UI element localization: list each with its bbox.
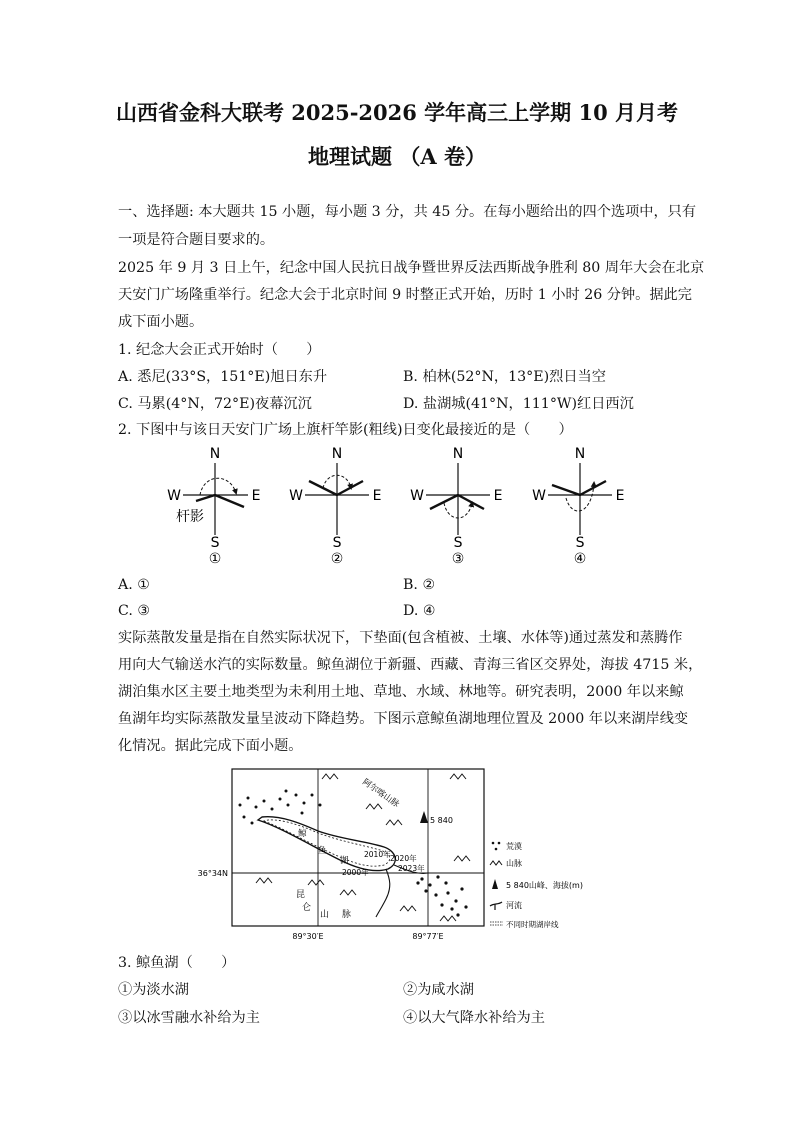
shadow-label: 杆影 bbox=[176, 509, 204, 525]
passage2-line: 化情况。据此完成下面小题。 bbox=[118, 738, 303, 754]
lake-name-char: 湖 bbox=[340, 856, 349, 866]
south-label: S bbox=[332, 535, 342, 551]
section-intro-line: 一、选择题: 本大题共 15 小题，每小题 3 分，共 45 分。在每小题给出的四个选项中，只有 bbox=[118, 204, 697, 220]
map-frame bbox=[232, 769, 484, 926]
q2-option-c[interactable]: C. ③ bbox=[118, 603, 151, 619]
longitude-label: 89°30′E bbox=[292, 932, 324, 941]
q1-option-c[interactable]: C. 马累(4°N，72°E)夜幕沉沉 bbox=[118, 396, 312, 412]
motion-arc bbox=[200, 478, 236, 495]
page-title: 山西省金科大联考 2025-2026 学年高三上学期 10 月月考 bbox=[115, 100, 679, 125]
section-intro-line: 一项是符合题目要求的。 bbox=[118, 232, 275, 248]
passage1-line: 成下面小题。 bbox=[118, 314, 204, 330]
figure-label: ③ bbox=[451, 551, 465, 567]
q2-option-a[interactable]: A. ① bbox=[118, 577, 150, 593]
latitude-label: 36°34N bbox=[197, 869, 228, 878]
north-label: N bbox=[209, 446, 221, 462]
shadow-figures bbox=[160, 443, 640, 569]
legend-peak-icon bbox=[492, 879, 498, 889]
q1-option-b[interactable]: B. 柏林(52°N，13°E)烈日当空 bbox=[403, 369, 606, 385]
legend-desert: 荒漠 bbox=[506, 842, 522, 851]
question-2-stem: 2. 下图中与该日天安门广场上旗杆竿影(粗线)日变化最接近的是（ ） bbox=[118, 422, 573, 438]
lake-name-char: 鱼 bbox=[318, 846, 327, 856]
south-label: S bbox=[210, 535, 220, 551]
river bbox=[376, 869, 390, 917]
q1-option-a[interactable]: A. 悉尼(33°S，151°E)旭日东升 bbox=[118, 369, 328, 385]
page-subtitle: 地理试题 （A 卷） bbox=[308, 144, 486, 169]
shadow-line bbox=[337, 481, 363, 495]
legend-river-icon bbox=[490, 902, 502, 910]
passage1-line: 天安门广场隆重举行。纪念大会于北京时间 9 时整正式开始，历时 1 小时 26 分钟。据此完 bbox=[118, 287, 692, 303]
north-mountain-label: 阿尔喀山脉 bbox=[360, 777, 401, 810]
peak-icon bbox=[420, 811, 428, 823]
q1-option-d[interactable]: D. 盐湖城(41°N，111°W)红日西沉 bbox=[403, 396, 634, 412]
lake-shoreline-2000 bbox=[258, 817, 395, 871]
passage2-line: 湖泊集水区主要土地类型为未利用土地、草地、水域、林地等。研究表明，2000 年以来鲸 bbox=[118, 684, 684, 700]
legend-river: 河流 bbox=[506, 901, 522, 910]
map-legend bbox=[490, 841, 583, 929]
east-label: E bbox=[493, 488, 503, 504]
q3-statement-1: ①为淡水湖 bbox=[118, 982, 189, 998]
passage2-line: 用向大气输送水汽的实际数量。鲸鱼湖位于新疆、西藏、青海三省区交界处，海拔 4715 米， bbox=[118, 657, 703, 673]
legend-mountain-icon bbox=[490, 861, 502, 865]
west-label: W bbox=[167, 488, 181, 504]
south-label: S bbox=[575, 535, 585, 551]
shadow-line bbox=[430, 495, 458, 509]
south-mountain-char: 山 bbox=[320, 910, 330, 920]
peak-label: 5 840 bbox=[430, 816, 453, 825]
legend-shoreline-icon bbox=[490, 922, 503, 925]
figure-label: ① bbox=[208, 551, 222, 567]
legend-desert-icon bbox=[492, 842, 501, 851]
west-label: W bbox=[532, 488, 546, 504]
q3-statement-4: ④以大气降水补给为主 bbox=[403, 1010, 545, 1026]
legend-shoreline: 不同时期湖岸线 bbox=[506, 920, 559, 929]
question-3-stem: 3. 鲸鱼湖（ ） bbox=[118, 955, 236, 971]
year-label: 2010年 bbox=[364, 850, 391, 859]
mountain-symbols bbox=[256, 774, 470, 921]
whale-lake-map bbox=[190, 765, 610, 945]
shadow-line bbox=[552, 485, 580, 495]
south-mountain-char: 仑 bbox=[302, 903, 312, 913]
north-label: N bbox=[574, 446, 586, 462]
q2-option-d[interactable]: D. ④ bbox=[403, 603, 436, 619]
figure-2 bbox=[289, 446, 381, 567]
figure-4 bbox=[532, 446, 624, 567]
q3-statement-2: ②为咸水湖 bbox=[403, 982, 474, 998]
longitude-label: 89°77′E bbox=[412, 932, 444, 941]
passage2-line: 实际蒸散发量是指在自然实际状况下，下垫面(包含植被、土壤、水体等)通过蒸发和蒸腾作 bbox=[118, 630, 683, 646]
shadow-line bbox=[215, 495, 244, 507]
year-label: 2023年 bbox=[398, 864, 425, 873]
north-label: N bbox=[452, 446, 464, 462]
year-label: 2020年 bbox=[390, 854, 417, 863]
east-label: E bbox=[372, 488, 382, 504]
legend-mountain: 山脉 bbox=[506, 859, 522, 868]
passage2-line: 鱼湖年均实际蒸散发量呈波动下降趋势。下图示意鲸鱼湖地理位置及 2000 年以来湖岸线变 bbox=[118, 711, 689, 727]
shadow-line bbox=[196, 495, 215, 501]
east-label: E bbox=[251, 488, 261, 504]
figure-3 bbox=[410, 446, 502, 567]
q3-statement-3: ③以冰雪融水补给为主 bbox=[118, 1010, 260, 1026]
question-1-stem: 1. 纪念大会正式开始时（ ） bbox=[118, 342, 321, 358]
year-label: 2000年 bbox=[342, 868, 369, 877]
lake-name-char: 鲸 bbox=[298, 829, 307, 839]
q2-option-b[interactable]: B. ② bbox=[403, 577, 436, 593]
desert-area-east bbox=[416, 875, 467, 916]
west-label: W bbox=[289, 488, 303, 504]
shadow-line bbox=[580, 481, 606, 495]
south-label: S bbox=[453, 535, 463, 551]
south-mountain-char: 脉 bbox=[342, 910, 352, 920]
desert-area-west bbox=[239, 790, 322, 825]
south-mountain-char: 昆 bbox=[296, 890, 306, 900]
figure-label: ④ bbox=[573, 551, 587, 567]
west-label: W bbox=[410, 488, 424, 504]
legend-peak: 5 840山峰、海拔(m) bbox=[506, 881, 583, 890]
east-label: E bbox=[615, 488, 625, 504]
passage1-line: 2025 年 9 月 3 日上午，纪念中国人民抗日战争暨世界反法西斯战争胜利 80 周年大会在北京 bbox=[118, 260, 705, 276]
figure-label: ② bbox=[330, 551, 344, 567]
figure-1 bbox=[167, 446, 260, 567]
north-label: N bbox=[331, 446, 343, 462]
